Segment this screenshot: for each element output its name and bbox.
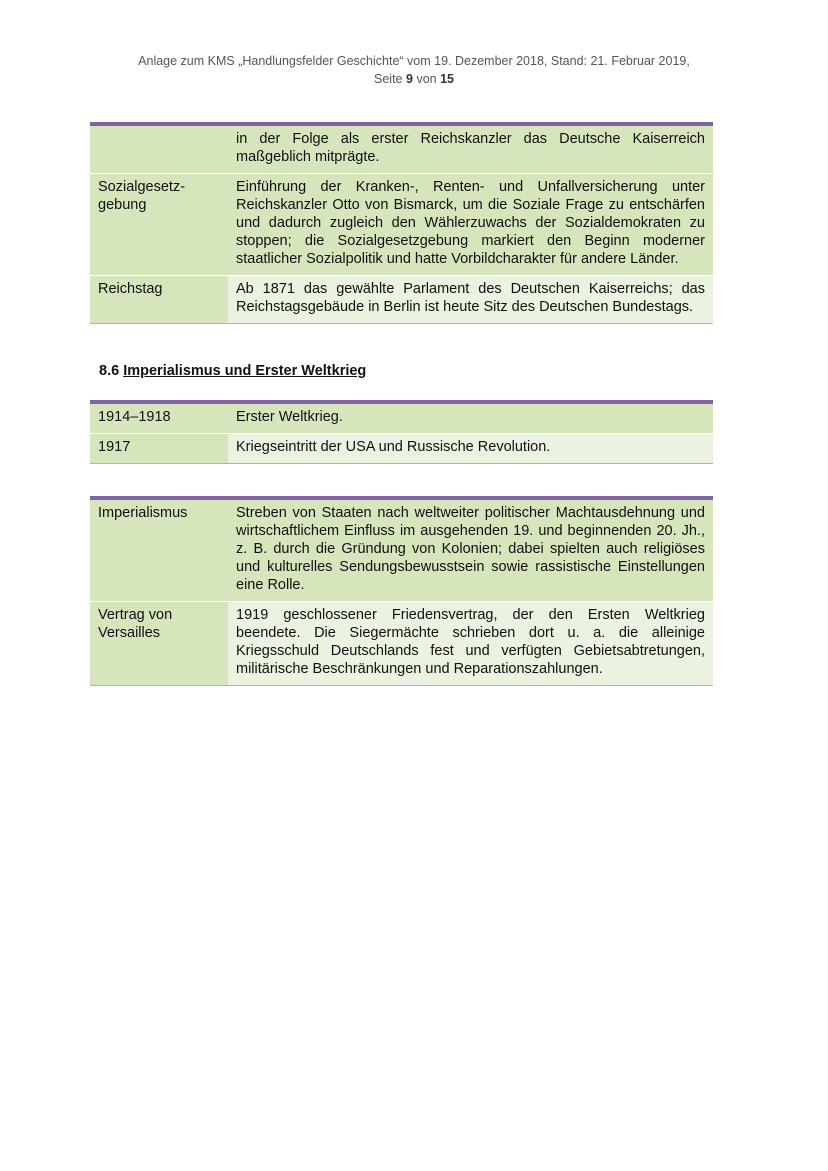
table-row <box>90 402 713 434</box>
definition-cell: Streben von Staaten nach weltweiter politischer Machtausdehnung und wirtschaftlichem Einfluss im ausgehenden 19. und beginnenden 20. Jh., z. B. durch die Gründung von Kolonien; dabei spielten auch religiöses und kulturelles Sendungsbewusstsein sowie rassistische Einstellungen eine Rolle. <box>228 498 713 602</box>
table-row <box>90 276 713 324</box>
definition-cell: 1919 geschlossener Friedensvertrag, der den Ersten Weltkrieg beendete. Die Siegermächte schrieben dort u. a. die alleinige Kriegsschuld Deutschlands fest und verfügten Gebietsabtretungen, militärische Beschränkungen und Reparationszahlungen. <box>228 602 713 686</box>
term-cell: Vertrag von Versailles <box>90 602 228 686</box>
page-current: 9 <box>406 72 413 86</box>
term-cell: Reichstag <box>90 276 228 324</box>
table-row <box>90 124 713 174</box>
table-row <box>90 174 713 276</box>
date-cell: 1917 <box>90 434 228 464</box>
definition-cell: in der Folge als erster Reichskanzler das Deutsche Kaiserreich maßgeblich mitprägte. <box>228 124 713 174</box>
section-heading <box>99 363 366 379</box>
glossary-table-bismarck <box>90 122 713 324</box>
page-prefix: Seite <box>374 72 403 86</box>
table-row <box>90 434 713 464</box>
date-cell: 1914–1918 <box>90 402 228 434</box>
page-header <box>0 52 828 88</box>
event-cell: Erster Weltkrieg. <box>228 402 713 434</box>
table-row <box>90 602 713 686</box>
glossary-table-imperialism <box>90 496 713 686</box>
definition-cell: Ab 1871 das gewählte Parlament des Deutschen Kaiserreichs; das Reichstagsgebäude in Berlin ist heute Sitz des Deutschen Bundestags. <box>228 276 713 324</box>
event-cell: Kriegseintritt der USA und Russische Revolution. <box>228 434 713 464</box>
header-line: Anlage zum KMS „Handlungsfelder Geschichte“ vom 19. Dezember 2018, Stand: 21. Februar 2019, <box>138 54 690 68</box>
section-title: Imperialismus und Erster Weltkrieg <box>123 363 367 379</box>
page-of: von <box>416 72 437 86</box>
section-number: 8.6 <box>99 363 120 379</box>
term-cell <box>90 124 228 174</box>
page-total: 15 <box>440 72 454 86</box>
definition-cell: Einführung der Kranken-, Renten- und Unfallversicherung unter Reichskanzler Otto von Bismarck, um die Soziale Frage zu entschärfen und dadurch zugleich den Wählerzuwachs der Sozialdemokraten zu stoppen; die Sozialgesetzgebung markiert den Beginn moderner staatlicher Sozialpolitik und hatte Vorbildcharakter für andere Länder. <box>228 174 713 276</box>
page-number <box>0 70 828 88</box>
timeline-table <box>90 400 713 464</box>
term-cell: Sozialgesetz-gebung <box>90 174 228 276</box>
table-row <box>90 498 713 602</box>
term-cell: Imperialismus <box>90 498 228 602</box>
